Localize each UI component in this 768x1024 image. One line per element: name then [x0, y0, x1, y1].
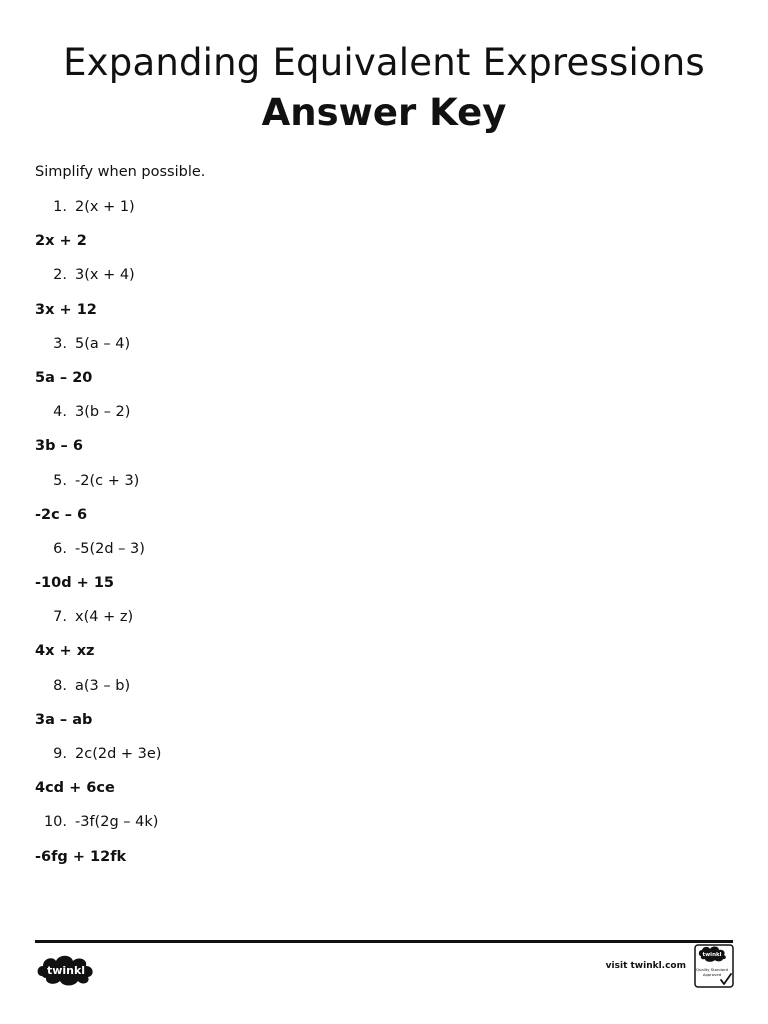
question	[35, 607, 715, 641]
question	[35, 197, 715, 231]
question-expression: 2c(2d + 3e)	[75, 746, 162, 762]
question-number: 1.	[53, 199, 67, 215]
question-expression: 3(b – 2)	[75, 404, 131, 421]
question-number: 7.	[53, 609, 67, 626]
footer-divider	[35, 940, 733, 943]
qa-item	[35, 402, 715, 470]
qa-item	[35, 607, 715, 675]
badge-brand-text: twinkl	[702, 952, 722, 958]
logo-text: twinkl	[46, 964, 86, 977]
question-number: 4.	[53, 404, 67, 421]
question-expression: 5(a – 4)	[75, 335, 131, 352]
question-answer-list	[35, 197, 715, 881]
question	[35, 265, 715, 299]
question	[35, 539, 715, 573]
visit-twinkl-link[interactable]: visit twinkl.com	[605, 961, 686, 971]
answer: -10d + 15	[35, 575, 114, 592]
badge-line1-text: Quality Standard	[695, 967, 729, 972]
answer: 3x + 12	[35, 301, 97, 318]
qa-item	[35, 676, 715, 744]
page-subtitle: Answer Key	[261, 91, 507, 134]
question-expression: a(3 – b)	[75, 677, 131, 694]
question	[35, 334, 715, 368]
question	[35, 744, 715, 778]
qa-item	[35, 265, 715, 333]
question-number: 6.	[53, 540, 67, 557]
quality-standard-badge	[694, 944, 734, 988]
answer: 4x + xz	[35, 643, 95, 660]
question-number: 5.	[53, 472, 67, 489]
question-number: 3.	[53, 335, 67, 352]
qa-item	[35, 812, 715, 880]
answer: 3a – ab	[35, 711, 93, 728]
question-expression: -2(c + 3)	[75, 472, 140, 489]
answer: -6fg + 12fk	[35, 848, 127, 865]
question-number: 10.	[43, 814, 67, 831]
answer: 3b – 6	[35, 438, 83, 455]
question	[35, 812, 715, 846]
qa-item	[35, 744, 715, 812]
answer: 5a – 20	[35, 369, 93, 386]
twinkl-logo[interactable]	[36, 950, 96, 988]
question-expression: x(4 + z)	[75, 609, 134, 626]
badge-line2-text: Approved	[702, 972, 722, 977]
question-expression: 3(x + 4)	[75, 267, 135, 284]
page-title: Expanding Equivalent Expressions	[63, 41, 705, 84]
question-expression: 2(x + 1)	[75, 199, 135, 215]
qa-item	[35, 539, 715, 607]
answer: -2c – 6	[35, 506, 88, 523]
question-number: 9.	[53, 746, 67, 762]
question	[35, 471, 715, 505]
question-expression: -5(2d – 3)	[75, 540, 145, 557]
question	[35, 402, 715, 436]
qa-item	[35, 334, 715, 402]
instruction-text: Simplify when possible.	[35, 164, 206, 180]
qa-item	[35, 471, 715, 539]
answer: 2x + 2	[35, 233, 87, 250]
question	[35, 676, 715, 710]
qa-item	[35, 197, 715, 265]
question-number: 2.	[53, 267, 67, 284]
question-expression: -3f(2g – 4k)	[75, 814, 159, 831]
question-number: 8.	[53, 677, 67, 694]
answer: 4cd + 6ce	[35, 780, 115, 797]
